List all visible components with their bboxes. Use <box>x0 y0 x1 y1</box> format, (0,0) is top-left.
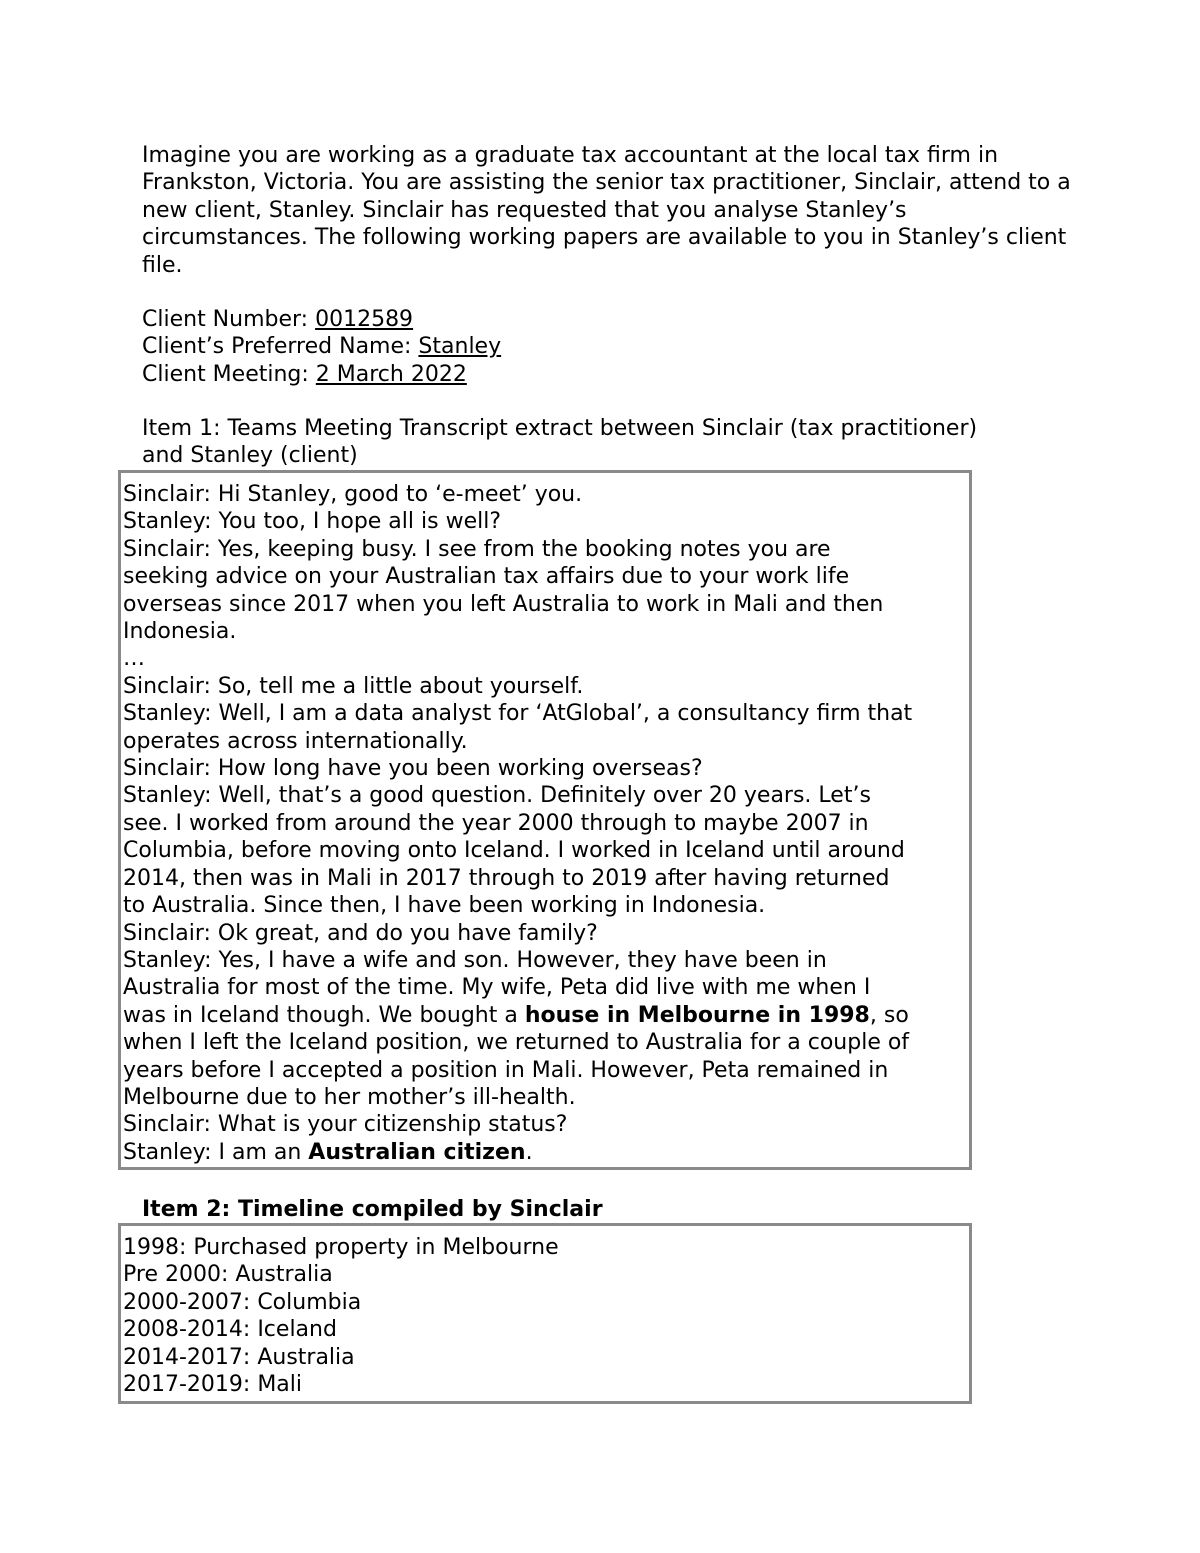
client-meeting-label: Client Meeting: <box>142 361 316 387</box>
timeline-line: Pre 2000: Australia <box>123 1262 333 1288</box>
transcript-line-house <box>123 1002 969 1029</box>
intro-paragraph: Imagine you are working as a graduate tax accountant at the local tax firm in Frankston, Victoria. You are assisting the senior tax practitioner, Sinclair, attend to a new client, Stanley. Sinclair has requested that you analyse Stanley’s circumstances. The following working papers are available to you in Stanley’s client file. <box>142 143 1071 278</box>
transcript-line-citizen <box>123 1139 969 1166</box>
timeline-line: 2014-2017: Australia <box>123 1344 355 1370</box>
transcript-line: operates across internationally. <box>123 728 468 754</box>
timeline-line: 2008-2014: Iceland <box>123 1317 337 1343</box>
client-name-value: Stanley <box>418 334 502 360</box>
transcript-line: Indonesia. <box>123 619 237 645</box>
transcript-line: Sinclair: What is your citizenship status? <box>123 1112 568 1138</box>
citizen-line-bold: Australian citizen <box>308 1139 526 1165</box>
timeline-line: 2017-2019: Mali <box>123 1372 303 1398</box>
citizen-line-pre: Stanley: I am an <box>123 1139 309 1165</box>
client-details <box>142 306 501 388</box>
transcript-line: Stanley: Well, I am a data analyst for ‘AtGlobal’, a consultancy firm that <box>123 701 913 727</box>
client-number-label: Client Number: <box>142 307 316 332</box>
transcript-line: Australia for most of the time. My wife, Peta did live with me when I <box>123 975 871 1001</box>
transcript-line: Melbourne due to her mother’s ill-health. <box>123 1084 576 1110</box>
item1-heading-line1: Item 1: Teams Meeting Transcript extract between Sinclair (tax practitioner) <box>142 416 978 441</box>
transcript-line: Sinclair: How long have you been working overseas? <box>123 756 703 782</box>
item1-heading-line2: and Stanley (client) <box>142 443 358 469</box>
transcript-line: Columbia, before moving onto Iceland. I worked in Iceland until around <box>123 838 905 864</box>
transcript-line: seeking advice on your Australian tax affairs due to your work life <box>123 564 850 590</box>
transcript-line: overseas since 2017 when you left Australia to work in Mali and then <box>123 591 884 617</box>
item2-heading: Item 2: Timeline compiled by Sinclair <box>142 1197 603 1222</box>
house-line-pre: was in Iceland though. We bought a <box>123 1002 525 1028</box>
timeline-box <box>118 1223 972 1404</box>
client-meeting-value: 2 March 2022 <box>315 361 467 387</box>
transcript-line: when I left the Iceland position, we returned to Australia for a couple of <box>123 1030 910 1056</box>
house-line-bold: house in Melbourne in 1998 <box>524 1002 870 1028</box>
transcript-line: Stanley: Yes, I have a wife and son. However, they have been in <box>123 947 827 973</box>
client-number-value: 0012589 <box>315 307 414 332</box>
transcript-line: Stanley: You too, I hope all is well? <box>123 509 502 535</box>
transcript-line: Sinclair: Yes, keeping busy. I see from the booking notes you are <box>123 536 831 562</box>
citizen-line-post: . <box>525 1139 533 1165</box>
transcript-line: see. I worked from around the year 2000 through to maybe 2007 in <box>123 810 869 836</box>
transcript-box <box>118 470 972 1170</box>
client-name-label: Client’s Preferred Name: <box>142 334 419 360</box>
transcript-line: … <box>123 646 145 672</box>
transcript-line: 2014, then was in Mali in 2017 through to 2019 after having returned <box>123 865 890 891</box>
item1-heading <box>142 415 1077 470</box>
transcript-line: Sinclair: Hi Stanley, good to ‘e-meet’ you. <box>123 482 583 507</box>
transcript-line: Stanley: Well, that’s a good question. Definitely over 20 years. Let’s <box>123 783 871 809</box>
client-number-row <box>142 306 501 333</box>
timeline-line: 1998: Purchased property in Melbourne <box>123 1235 559 1260</box>
timeline-line: 2000-2007: Columbia <box>123 1289 362 1315</box>
client-meeting-row <box>142 361 501 388</box>
transcript-line: Sinclair: Ok great, and do you have family? <box>123 920 598 946</box>
house-line-post: , so <box>869 1002 909 1028</box>
client-name-row <box>142 333 501 360</box>
transcript-line: years before I accepted a position in Mali. However, Peta remained in <box>123 1057 889 1083</box>
transcript-line: to Australia. Since then, I have been working in Indonesia. <box>123 893 766 919</box>
transcript-line: Sinclair: So, tell me a little about yourself. <box>123 673 584 699</box>
